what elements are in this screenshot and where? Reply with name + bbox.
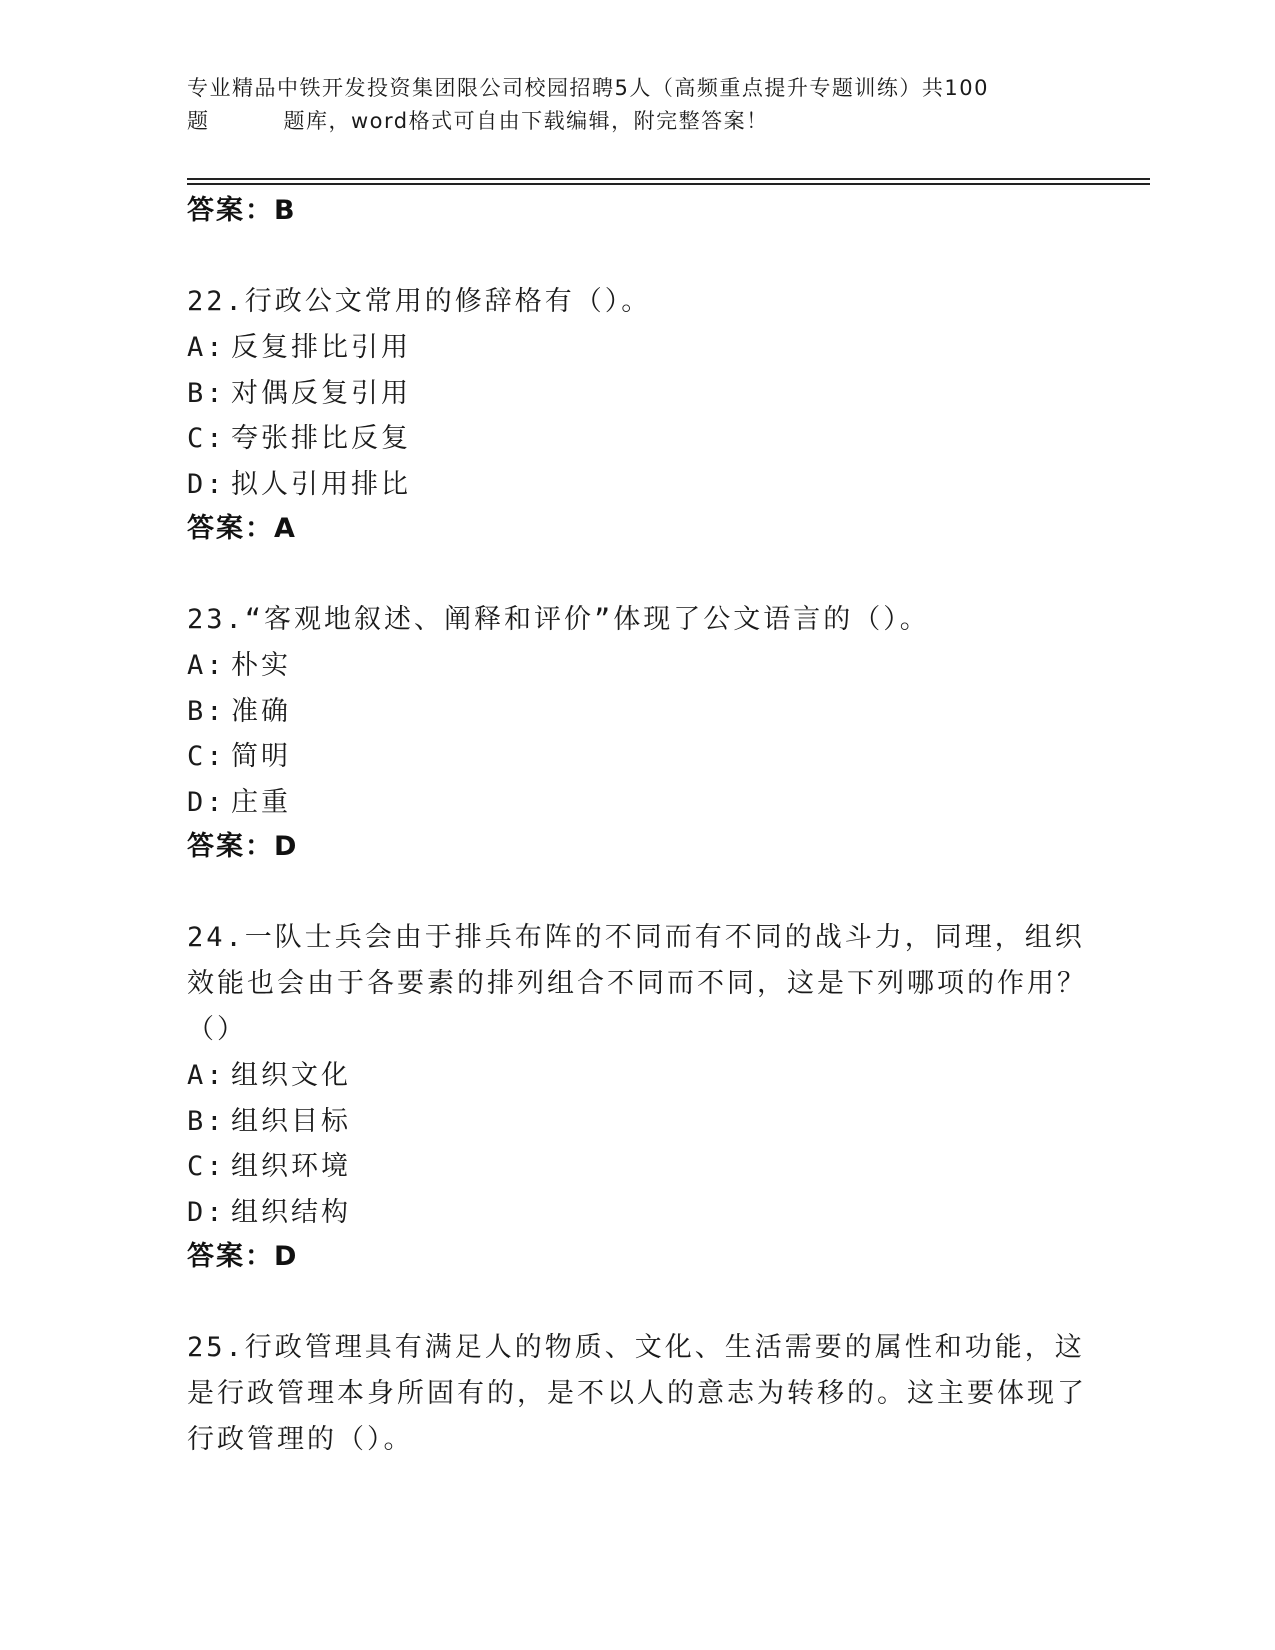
answer-line: 答案：D	[187, 1241, 299, 1272]
option-b	[187, 689, 1087, 735]
question-block-25	[187, 1325, 1087, 1463]
option-text: 组织环境	[231, 1151, 351, 1182]
header-divider-bottom	[187, 183, 1150, 185]
option-label: A:	[187, 1060, 226, 1091]
option-text: 准确	[231, 695, 291, 727]
question-block-24	[187, 915, 1087, 1279]
option-b	[187, 371, 1087, 417]
option-label: D:	[187, 468, 226, 500]
option-text: 拟人引用排比	[231, 468, 411, 500]
option-b	[187, 1099, 1087, 1145]
option-text: 夸张排比反复	[231, 423, 411, 454]
answer-line: 答案：A	[187, 513, 297, 544]
option-label: B:	[187, 1105, 226, 1137]
question-text: 24.一队士兵会由于排兵布阵的不同而有不同的战斗力，同理，组织效能也会由于各要素的排列组合不同而不同，这是下列哪项的作用？（）	[187, 922, 1087, 1045]
option-c	[187, 1144, 1087, 1190]
option-label: A:	[187, 332, 226, 363]
header-title-line1: 专业精品中铁开发投资集团限公司校园招聘5人（高频重点提升专题训练）共100	[187, 76, 989, 100]
option-d	[187, 780, 1087, 826]
header-title-line2	[187, 105, 1087, 138]
option-text: 反复排比引用	[231, 332, 411, 363]
option-label: C:	[187, 741, 226, 772]
question-text: 23.“客观地叙述、阐释和评价”体现了公文语言的（）。	[187, 604, 930, 635]
option-a	[187, 643, 1087, 689]
option-d	[187, 462, 1087, 508]
option-a	[187, 325, 1087, 371]
option-c	[187, 734, 1087, 780]
question-list	[187, 189, 1087, 1463]
option-text: 组织结构	[231, 1196, 351, 1228]
answer-line: 答案：D	[187, 831, 299, 862]
option-text: 朴实	[231, 650, 291, 681]
header-title-line2-right: 题库，word格式可自由下载编辑，附完整答案！	[283, 109, 769, 133]
option-label: A:	[187, 650, 226, 681]
option-label: B:	[187, 695, 226, 727]
page-header	[187, 72, 1087, 138]
question-text: 22.行政公文常用的修辞格有（）。	[187, 286, 652, 317]
question-text: 25.行政管理具有满足人的物质、文化、生活需要的属性和功能，这是行政管理本身所固有的，是不以人的意志为转移的。这主要体现了行政管理的（）。	[187, 1332, 1087, 1455]
option-text: 简明	[231, 741, 291, 772]
header-title-line2-left: 题	[187, 109, 210, 133]
option-text: 组织文化	[231, 1060, 351, 1091]
option-text: 组织目标	[231, 1105, 351, 1137]
option-text: 对偶反复引用	[231, 377, 411, 409]
option-label: D:	[187, 786, 226, 818]
option-label: C:	[187, 423, 226, 454]
question-block-23	[187, 597, 1087, 869]
option-label: D:	[187, 1196, 226, 1228]
option-label: B:	[187, 377, 226, 409]
option-label: C:	[187, 1151, 226, 1182]
option-d	[187, 1190, 1087, 1236]
answer-line: 答案：B	[187, 195, 297, 226]
option-text: 庄重	[231, 786, 291, 818]
header-divider-top	[187, 178, 1150, 180]
question-block-22	[187, 279, 1087, 551]
option-c	[187, 416, 1087, 462]
option-a	[187, 1053, 1087, 1099]
